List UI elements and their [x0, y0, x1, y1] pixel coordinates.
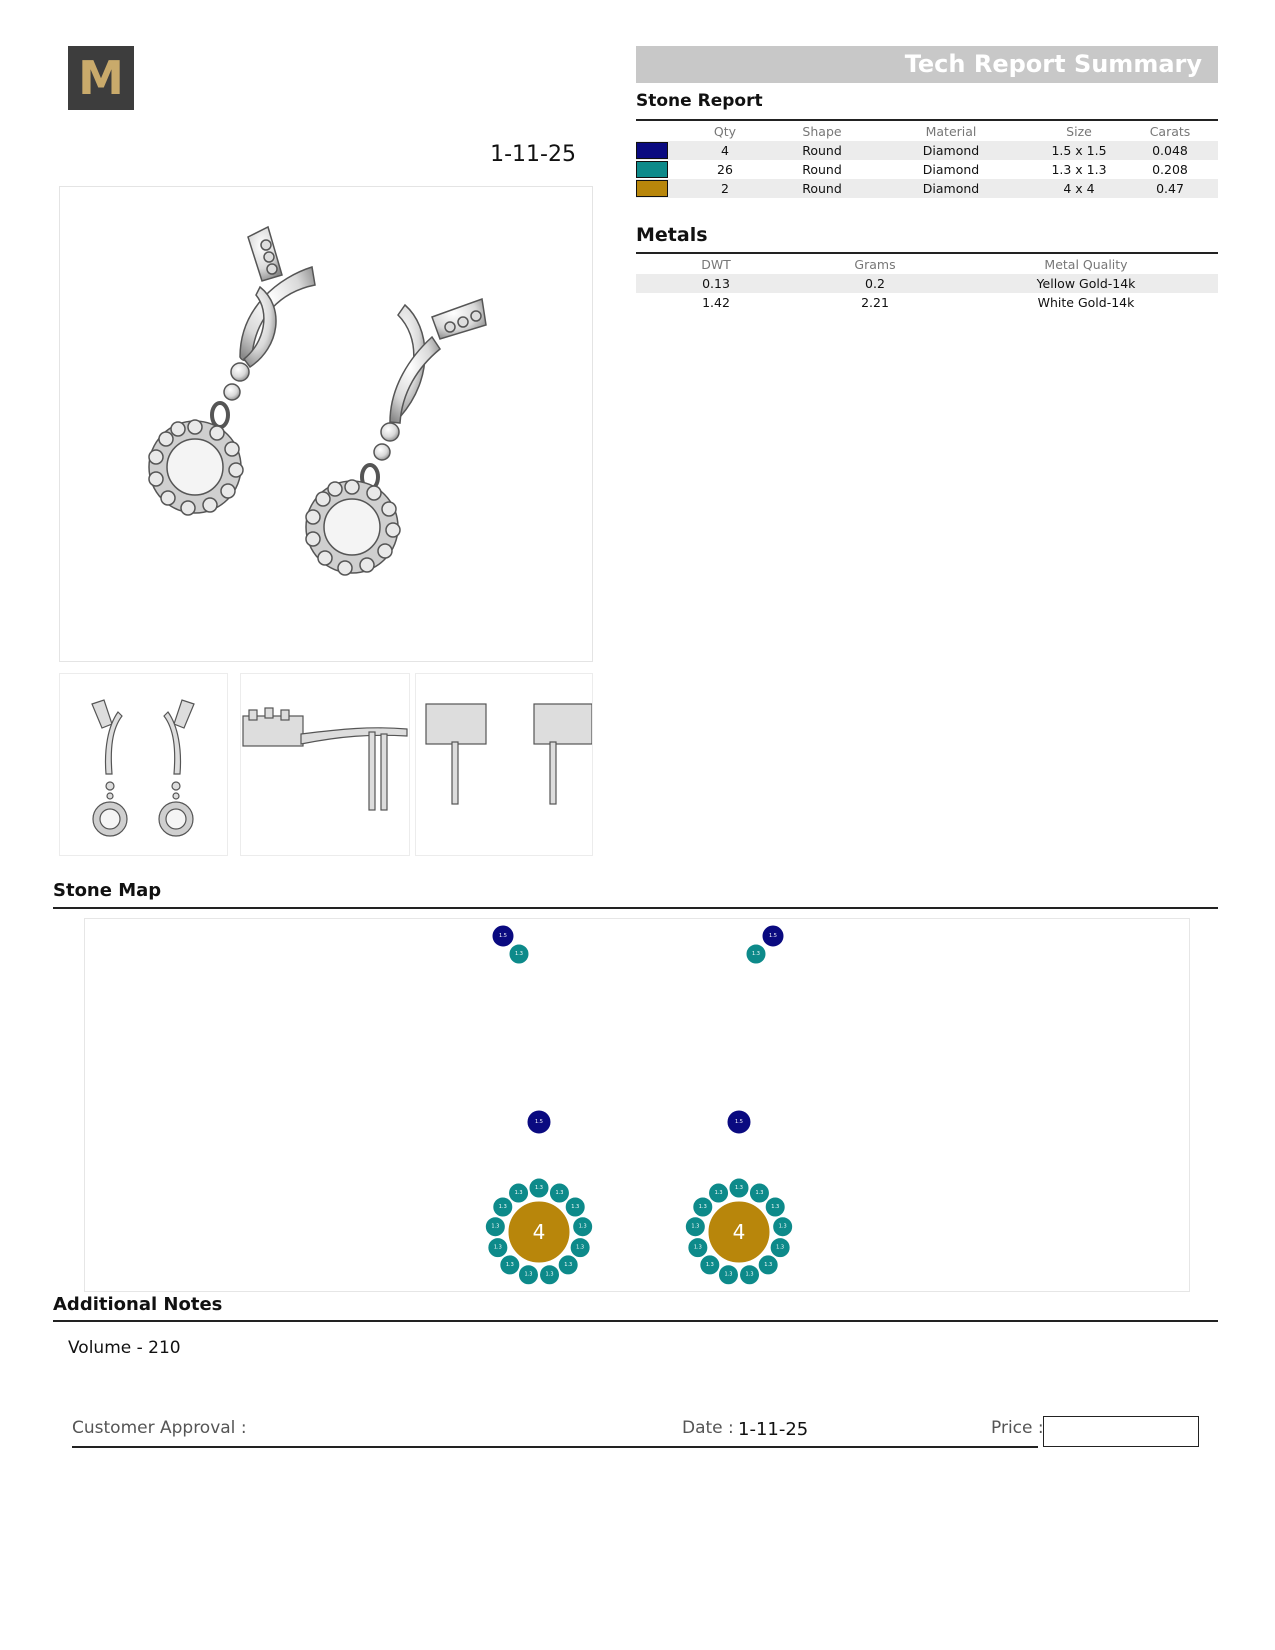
- halo-stone: [565, 1197, 585, 1217]
- svg-text:1.5: 1.5: [535, 1119, 543, 1125]
- halo-stone: [765, 1197, 785, 1217]
- svg-text:1.3: 1.3: [778, 1223, 787, 1230]
- size-cell: 1.5 x 1.5: [1036, 141, 1122, 160]
- dwt-cell: 1.42: [702, 295, 730, 310]
- right-earring: [306, 299, 486, 575]
- approval-rule: [72, 1446, 1038, 1448]
- column-qty: Qty: [713, 124, 737, 139]
- svg-text:1.3: 1.3: [493, 1244, 502, 1251]
- svg-text:1.3: 1.3: [545, 1271, 554, 1278]
- price-label: Price :: [991, 1418, 1044, 1438]
- halo-stone: [693, 1197, 713, 1217]
- svg-text:1.3: 1.3: [752, 951, 760, 957]
- date-value: 1-11-25: [738, 1419, 809, 1440]
- column-material: Material: [925, 124, 977, 139]
- shape-cell: Round: [802, 162, 842, 177]
- front-view-left: [92, 700, 127, 836]
- svg-text:1.3: 1.3: [576, 1244, 585, 1251]
- size-cell: 4 x 4: [1036, 179, 1122, 198]
- svg-text:1.3: 1.3: [578, 1223, 587, 1230]
- halo-stone: [558, 1255, 578, 1275]
- svg-text:4: 4: [732, 1220, 746, 1244]
- table-row: [636, 293, 1218, 312]
- customer-approval-label: Customer Approval :: [72, 1418, 247, 1438]
- svg-text:1.3: 1.3: [514, 1190, 523, 1197]
- carats-cell: 0.208: [1152, 162, 1188, 177]
- qty-cell: 2: [672, 179, 778, 198]
- svg-text:1.3: 1.3: [745, 1271, 754, 1278]
- column-grams: Grams: [854, 257, 896, 272]
- stone-report-title: Stone Report: [636, 91, 763, 111]
- size-cell: 1.3 x 1.3: [1051, 162, 1107, 177]
- small-stone: [762, 925, 784, 947]
- svg-text:1.3: 1.3: [498, 1204, 507, 1211]
- stone-report-table: [636, 122, 1218, 198]
- thumbnail-side-view: [240, 673, 410, 856]
- halo-stone: [573, 1217, 593, 1237]
- report-banner: [636, 46, 1218, 83]
- halo-stone: [485, 1217, 505, 1237]
- table-row: [636, 141, 1218, 160]
- small-stone: [527, 1110, 551, 1134]
- halo-stone: [549, 1183, 569, 1203]
- metals-table: [636, 255, 1218, 312]
- table-row: [636, 179, 1218, 198]
- halo-stone: [518, 1265, 538, 1285]
- notes-rule: [53, 1320, 1218, 1322]
- color-swatch: [636, 161, 668, 178]
- halo-stone: [749, 1183, 769, 1203]
- halo-stone: [758, 1255, 778, 1275]
- small-stone: [727, 1110, 751, 1134]
- svg-text:1.3: 1.3: [505, 1261, 514, 1268]
- stone-map-svg: [85, 919, 1189, 1291]
- svg-text:1.3: 1.3: [524, 1271, 533, 1278]
- halo-stone: [718, 1265, 738, 1285]
- date-label: Date :: [682, 1418, 734, 1438]
- quality-cell: White Gold-14k: [1037, 295, 1135, 310]
- svg-text:1.3: 1.3: [555, 1190, 564, 1197]
- svg-text:1.3: 1.3: [764, 1261, 773, 1268]
- thumbnail-profile-view: [415, 673, 593, 856]
- table-row: [636, 160, 1218, 179]
- svg-text:1.3: 1.3: [698, 1204, 707, 1211]
- brand-logo: [68, 46, 134, 110]
- job-code: 1-11-25: [490, 142, 576, 167]
- halo-stone: [570, 1238, 590, 1258]
- metals-rule: [636, 252, 1218, 254]
- svg-text:1.5: 1.5: [769, 933, 777, 939]
- halo-stone: [773, 1217, 793, 1237]
- stone-map-title: Stone Map: [53, 880, 162, 901]
- svg-text:1.3: 1.3: [735, 1185, 743, 1191]
- grams-cell: 0.2: [796, 274, 954, 293]
- svg-text:1.5: 1.5: [499, 933, 507, 939]
- svg-text:1.3: 1.3: [571, 1204, 580, 1211]
- halo-stone: [740, 1265, 760, 1285]
- column-swatch: [636, 122, 672, 141]
- carats-cell: 0.048: [1122, 141, 1218, 160]
- halo-stone: [529, 1178, 549, 1198]
- svg-text:1.3: 1.3: [755, 1190, 764, 1197]
- column-dwt: DWT: [701, 257, 731, 272]
- material-cell: Diamond: [866, 141, 1036, 160]
- color-swatch: [636, 142, 668, 159]
- material-cell: Diamond: [922, 162, 980, 177]
- svg-text:1.3: 1.3: [564, 1261, 573, 1268]
- qty-cell: 26: [717, 162, 733, 177]
- halo-stone: [770, 1238, 790, 1258]
- notes-text: Volume - 210: [68, 1338, 181, 1358]
- stone-map-rule: [53, 907, 1218, 909]
- halo-stone: [493, 1197, 513, 1217]
- table-row: [636, 274, 1218, 293]
- small-stone: [492, 925, 514, 947]
- shape-cell: Round: [778, 141, 866, 160]
- halo-stone: [500, 1255, 520, 1275]
- halo-stone: [540, 1265, 560, 1285]
- svg-text:1.3: 1.3: [491, 1223, 500, 1230]
- left-earring: [149, 227, 315, 515]
- center-stone: [508, 1201, 570, 1263]
- price-field[interactable]: [1043, 1416, 1199, 1447]
- halo-stone: [729, 1178, 749, 1198]
- stone-report-rule: [636, 119, 1218, 121]
- svg-text:1.5: 1.5: [735, 1119, 743, 1125]
- center-stone: [708, 1201, 770, 1263]
- report-title: Tech Report Summary: [904, 50, 1202, 78]
- color-swatch: [636, 180, 668, 197]
- svg-text:1.3: 1.3: [515, 951, 523, 957]
- material-cell: Diamond: [866, 179, 1036, 198]
- column-shape: Shape: [802, 124, 842, 139]
- metals-title: Metals: [636, 224, 708, 246]
- svg-text:1.3: 1.3: [691, 1223, 700, 1230]
- notes-title: Additional Notes: [53, 1294, 223, 1315]
- halo-stone: [700, 1255, 720, 1275]
- halo-stone: [685, 1217, 705, 1237]
- front-view-right: [159, 700, 194, 836]
- carats-cell: 0.47: [1122, 179, 1218, 198]
- halo-stone: [709, 1183, 729, 1203]
- halo-stone: [488, 1238, 508, 1258]
- earrings-render: [60, 187, 592, 661]
- svg-text:1.3: 1.3: [693, 1244, 702, 1251]
- melee-stone: [746, 944, 766, 964]
- svg-text:1.3: 1.3: [724, 1271, 733, 1278]
- halo-stone: [509, 1183, 529, 1203]
- stone-map-diagram: [84, 918, 1190, 1292]
- thumbnail-front-view: [59, 673, 228, 856]
- quality-cell: Yellow Gold-14k: [954, 274, 1218, 293]
- svg-text:4: 4: [532, 1220, 546, 1244]
- svg-text:1.3: 1.3: [705, 1261, 714, 1268]
- dwt-cell: 0.13: [636, 274, 796, 293]
- grams-cell: 2.21: [861, 295, 889, 310]
- svg-text:1.3: 1.3: [771, 1204, 780, 1211]
- column-metal-quality: Metal Quality: [1044, 257, 1128, 272]
- halo-stone: [688, 1238, 708, 1258]
- logo-letter: M: [78, 51, 124, 105]
- main-render-image: [59, 186, 593, 662]
- qty-cell: 4: [672, 141, 778, 160]
- svg-text:1.3: 1.3: [535, 1185, 543, 1191]
- svg-text:1.3: 1.3: [776, 1244, 785, 1251]
- column-carats: Carats: [1149, 124, 1191, 139]
- melee-stone: [509, 944, 529, 964]
- shape-cell: Round: [778, 179, 866, 198]
- column-size: Size: [1066, 124, 1092, 139]
- svg-text:1.3: 1.3: [714, 1190, 723, 1197]
